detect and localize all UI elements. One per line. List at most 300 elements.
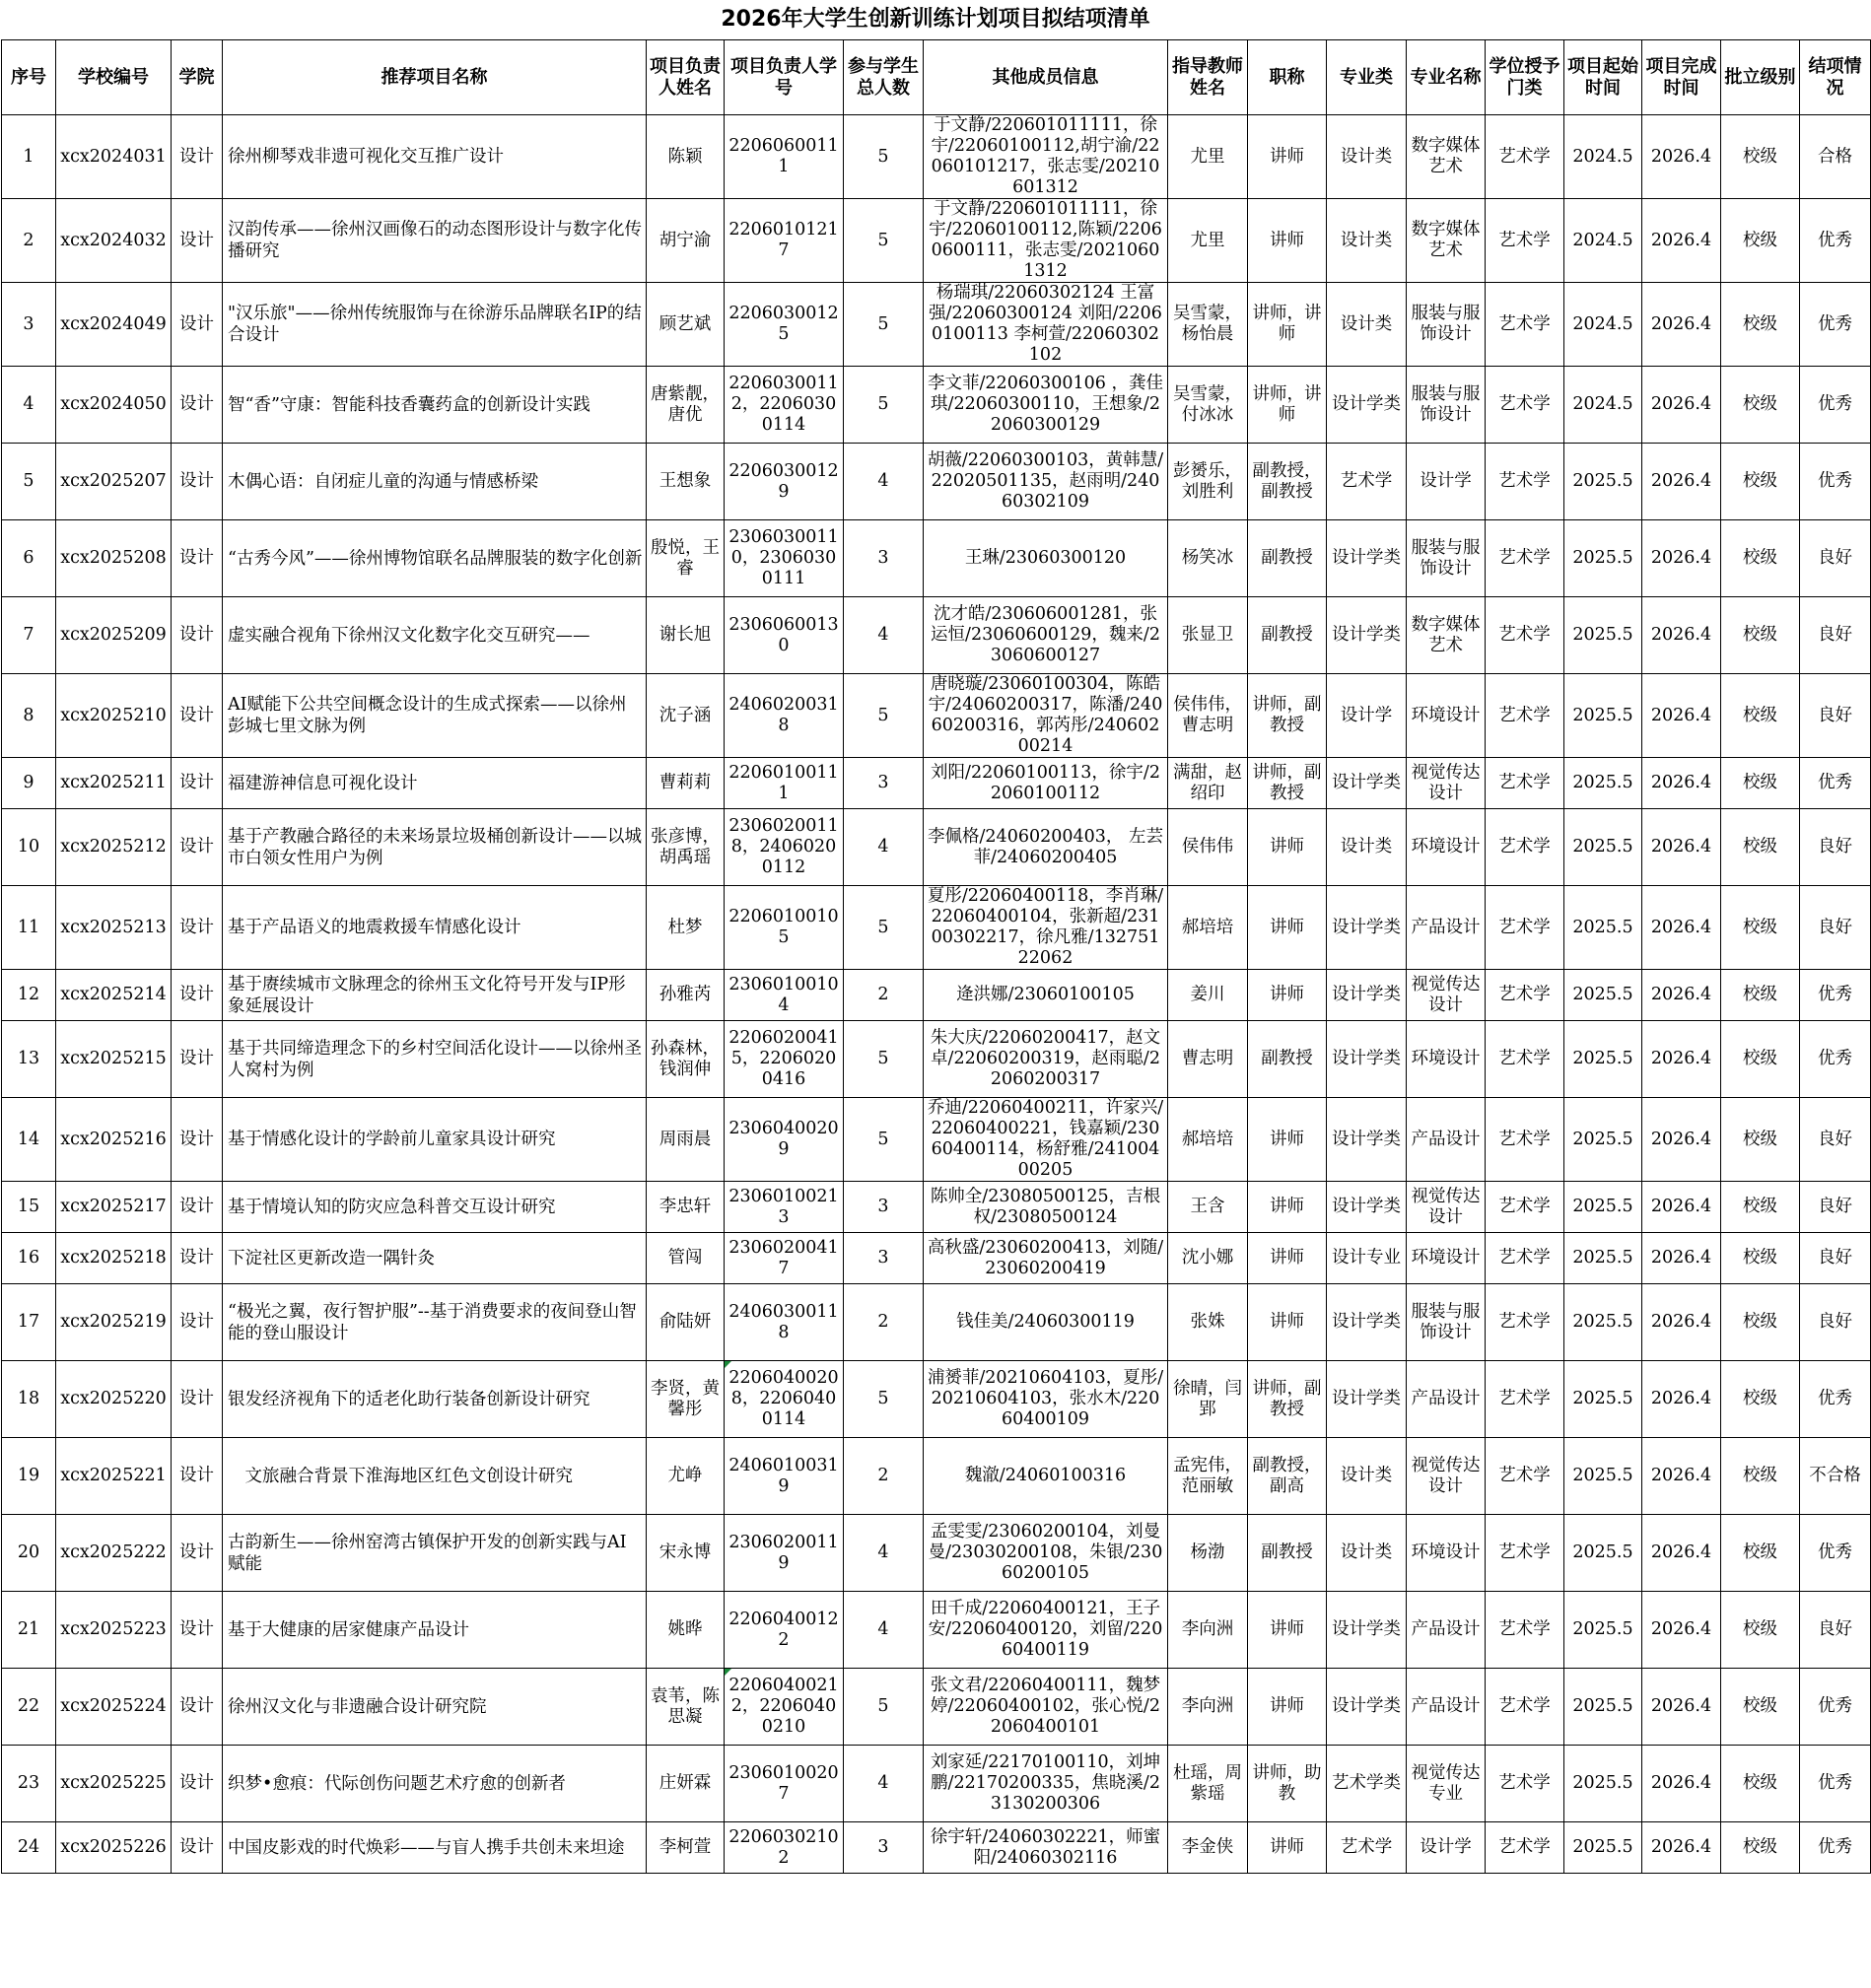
college: 设计 (172, 1438, 223, 1515)
student-count: 5 (844, 1021, 924, 1098)
approval-level: 校级 (1721, 115, 1800, 199)
school-code: xcx2025211 (56, 758, 172, 809)
start-date: 2024.5 (1564, 367, 1642, 444)
header-col-leader: 项目负责人姓名 (647, 40, 725, 115)
student-count: 5 (844, 283, 924, 367)
degree-category: 艺术学 (1486, 1182, 1564, 1233)
approval-level: 校级 (1721, 1515, 1800, 1592)
college: 设计 (172, 970, 223, 1021)
table-row (2, 1182, 1871, 1233)
approval-level: 校级 (1721, 1233, 1800, 1284)
leader-name: 张彦博，胡禹瑶 (647, 809, 725, 886)
start-date: 2025.5 (1564, 1182, 1642, 1233)
leader-name: 曹莉莉 (647, 758, 725, 809)
advisor-title: 讲师，副教授 (1248, 674, 1327, 758)
project-name: 基于产教融合路径的未来场景垃圾桶创新设计——以城市白领女性用户为例 (223, 809, 647, 886)
row-number: 1 (2, 115, 56, 199)
college: 设计 (172, 1233, 223, 1284)
advisor-name: 彭赟乐，刘胜利 (1168, 444, 1248, 520)
row-number: 10 (2, 809, 56, 886)
advisor-title: 讲师 (1248, 1233, 1327, 1284)
table-body (2, 115, 1871, 1874)
members-info: 王琳/23060300120 (924, 520, 1168, 597)
members-info: 李佩格/24060200403， 左芸菲/24060200405 (924, 809, 1168, 886)
row-number: 19 (2, 1438, 56, 1515)
project-name: 徐州柳琴戏非遗可视化交互推广设计 (223, 115, 647, 199)
start-date: 2025.5 (1564, 1233, 1642, 1284)
advisor-title: 讲师，讲师 (1248, 283, 1327, 367)
major-name: 数字媒体艺术 (1407, 115, 1486, 199)
advisor-name: 姜川 (1168, 970, 1248, 1021)
completion-result: 良好 (1800, 1098, 1871, 1182)
college: 设计 (172, 199, 223, 283)
advisor-name: 杨笑冰 (1168, 520, 1248, 597)
discipline-category: 设计类 (1327, 1515, 1407, 1592)
approval-level: 校级 (1721, 1284, 1800, 1361)
advisor-name: 杜瑶，周紫瑶 (1168, 1746, 1248, 1822)
major-name: 产品设计 (1407, 886, 1486, 970)
completion-result: 优秀 (1800, 1515, 1871, 1592)
school-code: xcx2025213 (56, 886, 172, 970)
project-name: 基于产品语义的地震救援车情感化设计 (223, 886, 647, 970)
college: 设计 (172, 1021, 223, 1098)
college: 设计 (172, 1361, 223, 1438)
discipline-category: 设计类 (1327, 1438, 1407, 1515)
table-row (2, 1669, 1871, 1746)
leader-id: 22060101217 (725, 199, 844, 283)
college: 设计 (172, 1669, 223, 1746)
college: 设计 (172, 674, 223, 758)
leader-id: 23060200417 (725, 1233, 844, 1284)
advisor-title: 讲师 (1248, 1592, 1327, 1669)
table-row (2, 367, 1871, 444)
table-row (2, 1021, 1871, 1098)
advisor-name: 侯伟伟，曹志明 (1168, 674, 1248, 758)
advisor-title: 副教授 (1248, 1515, 1327, 1592)
leader-name: 谢长旭 (647, 597, 725, 674)
approval-level: 校级 (1721, 674, 1800, 758)
major-name: 环境设计 (1407, 1515, 1486, 1592)
leader-id: 24060100319 (725, 1438, 844, 1515)
start-date: 2025.5 (1564, 674, 1642, 758)
end-date: 2026.4 (1642, 115, 1721, 199)
advisor-name: 孟宪伟，范丽敏 (1168, 1438, 1248, 1515)
leader-name: 顾艺斌 (647, 283, 725, 367)
end-date: 2026.4 (1642, 1746, 1721, 1822)
project-name: AI赋能下公共空间概念设计的生成式探索——以徐州彭城七里文脉为例 (223, 674, 647, 758)
advisor-title: 副教授 (1248, 597, 1327, 674)
school-code: xcx2025219 (56, 1284, 172, 1361)
row-number: 6 (2, 520, 56, 597)
college: 设计 (172, 1746, 223, 1822)
advisor-name: 尤里 (1168, 115, 1248, 199)
project-name: 徐州汉文化与非遗融合设计研究院 (223, 1669, 647, 1746)
table-row (2, 809, 1871, 886)
page-title: 2026年大学生创新训练计划项目拟结项清单 (721, 7, 1150, 32)
end-date: 2026.4 (1642, 1233, 1721, 1284)
members-info: 浦赟菲/20210604103，夏彤/20210604103，张水木/22060400109 (924, 1361, 1168, 1438)
major-name: 产品设计 (1407, 1669, 1486, 1746)
school-code: xcx2025224 (56, 1669, 172, 1746)
leader-id: 23060200119 (725, 1515, 844, 1592)
completion-result: 优秀 (1800, 199, 1871, 283)
table-row (2, 1284, 1871, 1361)
discipline-category: 设计类 (1327, 809, 1407, 886)
members-info: 逄洪娜/23060100105 (924, 970, 1168, 1021)
approval-level: 校级 (1721, 1669, 1800, 1746)
discipline-category: 艺术学 (1327, 444, 1407, 520)
major-name: 视觉传达设计 (1407, 758, 1486, 809)
advisor-name: 徐晴，闫郢 (1168, 1361, 1248, 1438)
start-date: 2025.5 (1564, 970, 1642, 1021)
advisor-title: 讲师，副教授 (1248, 1361, 1327, 1438)
header-col-leader-id: 项目负责人学号 (725, 40, 844, 115)
advisor-title: 讲师 (1248, 199, 1327, 283)
leader-id: 23060100207 (725, 1746, 844, 1822)
completion-result: 良好 (1800, 597, 1871, 674)
row-number: 7 (2, 597, 56, 674)
college: 设计 (172, 520, 223, 597)
discipline-category: 设计学类 (1327, 520, 1407, 597)
leader-id: 22060300129 (725, 444, 844, 520)
start-date: 2025.5 (1564, 1822, 1642, 1874)
end-date: 2026.4 (1642, 1669, 1721, 1746)
members-info: 刘阳/22060100113，徐宇/22060100112 (924, 758, 1168, 809)
student-count: 5 (844, 199, 924, 283)
end-date: 2026.4 (1642, 597, 1721, 674)
school-code: xcx2024031 (56, 115, 172, 199)
major-name: 服装与服饰设计 (1407, 520, 1486, 597)
degree-category: 艺术学 (1486, 199, 1564, 283)
student-count: 4 (844, 1592, 924, 1669)
advisor-title: 讲师 (1248, 1284, 1327, 1361)
table-row (2, 758, 1871, 809)
advisor-name: 吴雪蒙，杨怡晨 (1168, 283, 1248, 367)
row-number: 2 (2, 199, 56, 283)
advisor-title: 讲师 (1248, 1669, 1327, 1746)
major-name: 服装与服饰设计 (1407, 1284, 1486, 1361)
advisor-title: 副教授 (1248, 520, 1327, 597)
advisor-title: 讲师 (1248, 1182, 1327, 1233)
leader-name: 孙雅芮 (647, 970, 725, 1021)
degree-category: 艺术学 (1486, 597, 1564, 674)
leader-id: 23060600130 (725, 597, 844, 674)
degree-category: 艺术学 (1486, 1361, 1564, 1438)
major-name: 视觉传达设计 (1407, 970, 1486, 1021)
members-info: 刘家延/22170100110，刘坤鹏/22170200335，焦晓溪/23130200306 (924, 1746, 1168, 1822)
student-count: 4 (844, 597, 924, 674)
header-col-advisor: 指导教师姓名 (1168, 40, 1248, 115)
members-info: 乔迪/22060400211，许家兴/22060400221，钱嘉颖/23060400114，杨舒雅/24100400205 (924, 1098, 1168, 1182)
major-name: 视觉传达设计 (1407, 1438, 1486, 1515)
table-row (2, 283, 1871, 367)
school-code: xcx2025225 (56, 1746, 172, 1822)
degree-category: 艺术学 (1486, 1233, 1564, 1284)
completion-result: 优秀 (1800, 1669, 1871, 1746)
leader-name: 管闯 (647, 1233, 725, 1284)
student-count: 5 (844, 1361, 924, 1438)
major-name: 视觉传达专业 (1407, 1746, 1486, 1822)
student-count: 5 (844, 1098, 924, 1182)
leader-name: 胡宁渝 (647, 199, 725, 283)
row-number: 15 (2, 1182, 56, 1233)
advisor-title: 讲师 (1248, 809, 1327, 886)
row-number: 9 (2, 758, 56, 809)
end-date: 2026.4 (1642, 809, 1721, 886)
header-col-members: 其他成员信息 (924, 40, 1168, 115)
approval-level: 校级 (1721, 1361, 1800, 1438)
table-row (2, 970, 1871, 1021)
project-name: 汉韵传承——徐州汉画像石的动态图形设计与数字化传播研究 (223, 199, 647, 283)
start-date: 2024.5 (1564, 283, 1642, 367)
leader-id: 22060400122 (725, 1592, 844, 1669)
major-name: 视觉传达设计 (1407, 1182, 1486, 1233)
approval-level: 校级 (1721, 1021, 1800, 1098)
degree-category: 艺术学 (1486, 886, 1564, 970)
advisor-name: 李向洲 (1168, 1592, 1248, 1669)
leader-name: 袁苇，陈思凝 (647, 1669, 725, 1746)
college: 设计 (172, 283, 223, 367)
project-name: 基于共同缔造理念下的乡村空间活化设计——以徐州圣人窝村为例 (223, 1021, 647, 1098)
college: 设计 (172, 1592, 223, 1669)
student-count: 4 (844, 809, 924, 886)
leader-name: 殷悦，王睿 (647, 520, 725, 597)
approval-level: 校级 (1721, 283, 1800, 367)
leader-name: 姚晔 (647, 1592, 725, 1669)
table-row (2, 520, 1871, 597)
school-code: xcx2025216 (56, 1098, 172, 1182)
table-row (2, 1098, 1871, 1182)
advisor-name: 李向洲 (1168, 1669, 1248, 1746)
leader-id: 22060300112，22060300114 (725, 367, 844, 444)
completion-result: 良好 (1800, 809, 1871, 886)
members-info: 田千成/22060400121，王子安/22060400120，刘留/22060400119 (924, 1592, 1168, 1669)
college: 设计 (172, 1822, 223, 1874)
discipline-category: 设计类 (1327, 283, 1407, 367)
project-name: 福建游神信息可视化设计 (223, 758, 647, 809)
leader-id: 23060400209 (725, 1098, 844, 1182)
completion-result: 良好 (1800, 520, 1871, 597)
header-col-rank: 职称 (1248, 40, 1327, 115)
completion-result: 优秀 (1800, 970, 1871, 1021)
end-date: 2026.4 (1642, 674, 1721, 758)
major-name: 服装与服饰设计 (1407, 283, 1486, 367)
student-count: 3 (844, 1822, 924, 1874)
discipline-category: 设计学类 (1327, 1098, 1407, 1182)
project-name: “古秀今风”——徐州博物馆联名品牌服装的数字化创新 (223, 520, 647, 597)
members-info: 高秋盛/23060200413，刘随/23060200419 (924, 1233, 1168, 1284)
end-date: 2026.4 (1642, 1361, 1721, 1438)
table-row (2, 1361, 1871, 1438)
project-name: 基于赓续城市文脉理念的徐州玉文化符号开发与IP形象延展设计 (223, 970, 647, 1021)
discipline-category: 设计学类 (1327, 1021, 1407, 1098)
completion-result: 优秀 (1800, 367, 1871, 444)
completion-result: 优秀 (1800, 1021, 1871, 1098)
discipline-category: 设计学类 (1327, 886, 1407, 970)
college: 设计 (172, 809, 223, 886)
advisor-title: 讲师 (1248, 1822, 1327, 1874)
approval-level: 校级 (1721, 1822, 1800, 1874)
advisor-name: 吴雪蒙，付冰冰 (1168, 367, 1248, 444)
advisor-name: 曹志明 (1168, 1021, 1248, 1098)
end-date: 2026.4 (1642, 199, 1721, 283)
leader-id: 22060100105 (725, 886, 844, 970)
leader-id: 24060300118 (725, 1284, 844, 1361)
project-name: 基于情境认知的防灾应急科普交互设计研究 (223, 1182, 647, 1233)
project-name: 银发经济视角下的适老化助行装备创新设计研究 (223, 1361, 647, 1438)
leader-id: 23060100104 (725, 970, 844, 1021)
end-date: 2026.4 (1642, 1098, 1721, 1182)
members-info: 于文静/220601011111，徐宇/22060100112,胡宁渝/22060101217，张志雯/20210601312 (924, 115, 1168, 199)
completion-result: 合格 (1800, 115, 1871, 199)
school-code: xcx2024049 (56, 283, 172, 367)
degree-category: 艺术学 (1486, 758, 1564, 809)
start-date: 2025.5 (1564, 1098, 1642, 1182)
leader-id: 23060100213 (725, 1182, 844, 1233)
student-count: 5 (844, 674, 924, 758)
major-name: 环境设计 (1407, 809, 1486, 886)
row-number: 11 (2, 886, 56, 970)
end-date: 2026.4 (1642, 970, 1721, 1021)
table-row (2, 1746, 1871, 1822)
approval-level: 校级 (1721, 970, 1800, 1021)
members-info: 胡薇/22060300103，黄韩慧/22020501135，赵雨明/24060302109 (924, 444, 1168, 520)
end-date: 2026.4 (1642, 1021, 1721, 1098)
end-date: 2026.4 (1642, 1822, 1721, 1874)
table-row (2, 199, 1871, 283)
project-name: 中国皮影戏的时代焕彩——与盲人携手共创未来坦途 (223, 1822, 647, 1874)
advisor-name: 李金侠 (1168, 1822, 1248, 1874)
student-count: 3 (844, 1233, 924, 1284)
approval-level: 校级 (1721, 1098, 1800, 1182)
college: 设计 (172, 758, 223, 809)
row-number: 5 (2, 444, 56, 520)
approval-level: 校级 (1721, 1438, 1800, 1515)
header-col-major: 专业名称 (1407, 40, 1486, 115)
advisor-name: 王含 (1168, 1182, 1248, 1233)
completion-result: 优秀 (1800, 1361, 1871, 1438)
advisor-title: 讲师，助教 (1248, 1746, 1327, 1822)
start-date: 2025.5 (1564, 1592, 1642, 1669)
start-date: 2025.5 (1564, 444, 1642, 520)
discipline-category: 设计类 (1327, 115, 1407, 199)
leader-id: 22060400212，22060400210 (725, 1669, 844, 1746)
college: 设计 (172, 1182, 223, 1233)
degree-category: 艺术学 (1486, 444, 1564, 520)
school-code: xcx2025209 (56, 597, 172, 674)
discipline-category: 设计学类 (1327, 1361, 1407, 1438)
school-code: xcx2025222 (56, 1515, 172, 1592)
table-row (2, 1438, 1871, 1515)
project-name: 文旅融合背景下淮海地区红色文创设计研究 (223, 1438, 647, 1515)
end-date: 2026.4 (1642, 1515, 1721, 1592)
row-number: 4 (2, 367, 56, 444)
student-count: 5 (844, 1669, 924, 1746)
degree-category: 艺术学 (1486, 1438, 1564, 1515)
start-date: 2025.5 (1564, 1669, 1642, 1746)
leader-name: 孙森林，钱润伸 (647, 1021, 725, 1098)
row-number: 8 (2, 674, 56, 758)
end-date: 2026.4 (1642, 1284, 1721, 1361)
completion-result: 良好 (1800, 886, 1871, 970)
advisor-title: 讲师 (1248, 115, 1327, 199)
completion-result: 良好 (1800, 1592, 1871, 1669)
members-info: 魏澈/24060100316 (924, 1438, 1168, 1515)
advisor-name: 郝培培 (1168, 1098, 1248, 1182)
leader-name: 唐紫靓，唐优 (647, 367, 725, 444)
members-info: 于文静/220601011111，徐宇/22060100112,陈颖/22060600111，张志雯/20210601312 (924, 199, 1168, 283)
header-col-count: 参与学生总人数 (844, 40, 924, 115)
completion-result: 良好 (1800, 1233, 1871, 1284)
project-name: 基于情感化设计的学龄前儿童家具设计研究 (223, 1098, 647, 1182)
degree-category: 艺术学 (1486, 1592, 1564, 1669)
major-name: 设计学 (1407, 444, 1486, 520)
degree-category: 艺术学 (1486, 1669, 1564, 1746)
degree-category: 艺术学 (1486, 1822, 1564, 1874)
leader-name: 尤峥 (647, 1438, 725, 1515)
row-number: 24 (2, 1822, 56, 1874)
degree-category: 艺术学 (1486, 674, 1564, 758)
leader-id: 23060200118，24060200112 (725, 809, 844, 886)
row-number: 14 (2, 1098, 56, 1182)
school-code: xcx2025226 (56, 1822, 172, 1874)
project-name: “极光之翼，夜行智护服”--基于消费要求的夜间登山智能的登山服设计 (223, 1284, 647, 1361)
college: 设计 (172, 886, 223, 970)
project-name: 织梦•愈痕：代际创伤问题艺术疗愈的创新者 (223, 1746, 647, 1822)
degree-category: 艺术学 (1486, 1515, 1564, 1592)
members-info: 张文君/22060400111，魏梦婷/22060400102，张心悦/22060400101 (924, 1669, 1168, 1746)
start-date: 2025.5 (1564, 809, 1642, 886)
student-count: 4 (844, 444, 924, 520)
student-count: 5 (844, 886, 924, 970)
leader-id: 22060300125 (725, 283, 844, 367)
approval-level: 校级 (1721, 199, 1800, 283)
advisor-name: 郝培培 (1168, 886, 1248, 970)
end-date: 2026.4 (1642, 1438, 1721, 1515)
start-date: 2025.5 (1564, 1438, 1642, 1515)
members-info: 陈帅全/23080500125，吉根权/23080500124 (924, 1182, 1168, 1233)
start-date: 2024.5 (1564, 199, 1642, 283)
members-info: 唐晓璇/23060100304，陈皓宇/24060200317，陈潘/24060200316，郭芮彤/24060200214 (924, 674, 1168, 758)
approval-level: 校级 (1721, 886, 1800, 970)
student-count: 3 (844, 1182, 924, 1233)
advisor-title: 讲师 (1248, 970, 1327, 1021)
project-name: 木偶心语：自闭症儿童的沟通与情感桥梁 (223, 444, 647, 520)
row-number: 21 (2, 1592, 56, 1669)
completion-result: 良好 (1800, 1284, 1871, 1361)
discipline-category: 设计学类 (1327, 1669, 1407, 1746)
advisor-name: 杨渤 (1168, 1515, 1248, 1592)
approval-level: 校级 (1721, 444, 1800, 520)
discipline-category: 设计学类 (1327, 597, 1407, 674)
header-col-no: 序号 (2, 40, 56, 115)
school-code: xcx2025215 (56, 1021, 172, 1098)
degree-category: 艺术学 (1486, 283, 1564, 367)
start-date: 2025.5 (1564, 1361, 1642, 1438)
leader-name: 李贤，黄馨彤 (647, 1361, 725, 1438)
school-code: xcx2025207 (56, 444, 172, 520)
school-code: xcx2025218 (56, 1233, 172, 1284)
start-date: 2024.5 (1564, 115, 1642, 199)
major-name: 设计学 (1407, 1822, 1486, 1874)
header-col-result: 结项情况 (1800, 40, 1871, 115)
start-date: 2025.5 (1564, 520, 1642, 597)
college: 设计 (172, 1098, 223, 1182)
leader-name: 宋永博 (647, 1515, 725, 1592)
header-col-college: 学院 (172, 40, 223, 115)
header-col-name: 推荐项目名称 (223, 40, 647, 115)
advisor-title: 讲师 (1248, 886, 1327, 970)
